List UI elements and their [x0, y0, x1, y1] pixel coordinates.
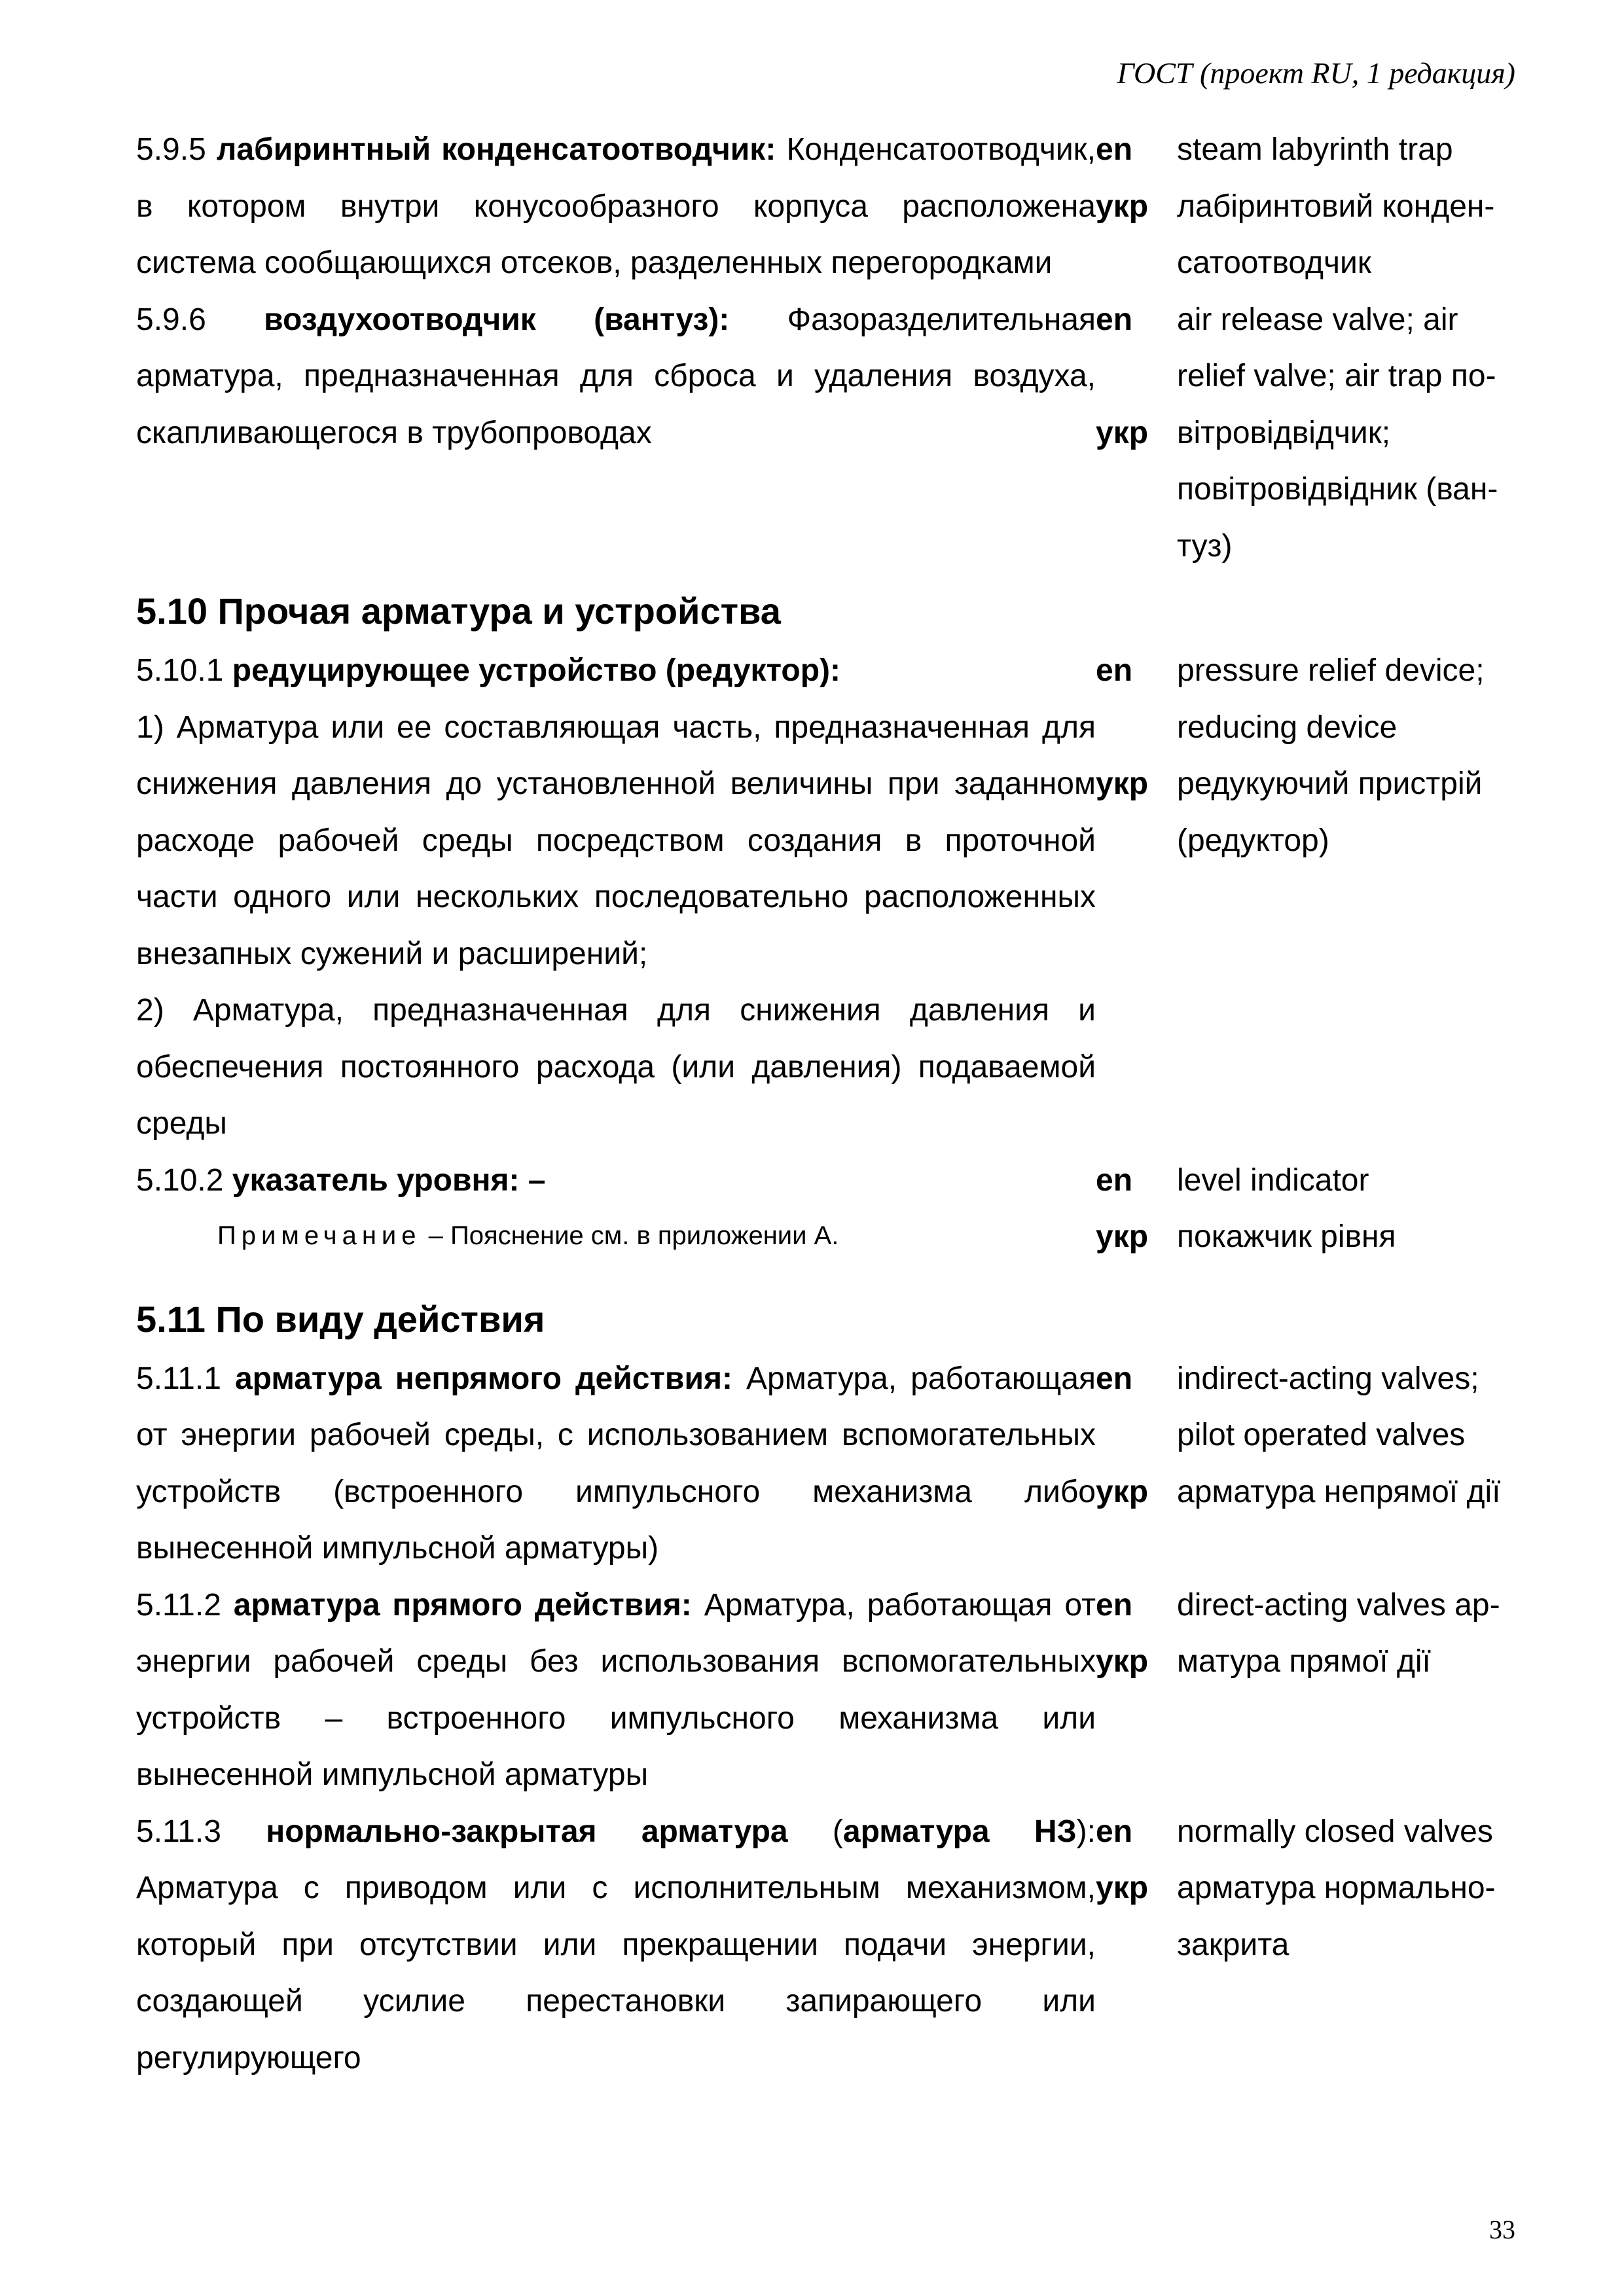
term-number: 5.11.2: [136, 1587, 221, 1623]
translation-uk: покажчик рівня: [1177, 1219, 1396, 1254]
translation-en: direct-acting valves ар-: [1177, 1587, 1500, 1623]
term-number: 5.9.6: [136, 302, 206, 337]
term-definition: Арматура, работающая от энергии рабочей среды без использования вспомогательных устройств – встроенного импульсного механизма или вынесенной импульсной арматуры: [136, 1587, 1096, 1792]
term-number: 5.11.1: [136, 1361, 221, 1396]
lang-en-label: en: [1096, 653, 1133, 688]
lang-uk-label: укр: [1096, 1871, 1149, 1905]
lang-en-label: en: [1096, 1162, 1133, 1198]
translation-uk: матура прямої дії: [1177, 1644, 1431, 1679]
term-definition: Арматура с приводом или с исполнительным механизмом, который при отсутствии или прекращении подачи энергии, создающей усилие перестановки запирающего или регулирующего: [136, 1871, 1096, 2075]
translations-5-10-1: [1177, 643, 1530, 1153]
term-name: арматура непрямого действия:: [234, 1361, 732, 1396]
entry-5-11-1: [136, 1351, 1537, 1577]
lang-en-label: en: [1096, 302, 1133, 337]
term-name: редуцирующее устройство (редуктор):: [232, 653, 841, 688]
note: [136, 1213, 1096, 1259]
running-header: ГОСТ (проект RU, 1 редакция): [1117, 56, 1515, 90]
translation-uk: арматура нормально- закрита: [1177, 1871, 1496, 1962]
term-definition: Арматура, работающая от энергии рабочей среды, с использованием вспомогательных устройств (встроенного импульсного механизма либо вынесенной импульсной арматуры): [136, 1361, 1096, 1566]
definition-5-11-2: [136, 1577, 1096, 1804]
entry-5-10-1: [136, 643, 1537, 1153]
lang-en-label: en: [1096, 1814, 1133, 1849]
language-labels: [1096, 643, 1177, 1153]
translation-uk: вітровідвідчик; повітровідвідник (ван- туз): [1177, 415, 1498, 564]
definition-5-9-6: [136, 292, 1096, 575]
translations-5-11-1: [1177, 1351, 1530, 1577]
translation-en: steam labyrinth trap: [1177, 132, 1453, 167]
definition-5-10-1: [136, 643, 1096, 1153]
term-number: 5.10.1: [136, 653, 224, 688]
note-text: – Пояснение см. в приложении А.: [421, 1221, 839, 1250]
term-number: 5.10.2: [136, 1162, 224, 1198]
translation-en: pressure relief device; reducing device: [1177, 653, 1485, 745]
translations-5-9-5: [1177, 122, 1530, 292]
lang-uk-label: укр: [1096, 766, 1149, 801]
language-labels: [1096, 1351, 1177, 1577]
lang-en-label: en: [1096, 1587, 1133, 1623]
translation-uk: лабіринтовий конден- сатоотводчик: [1177, 188, 1495, 280]
lang-uk-label: укр: [1096, 188, 1149, 224]
lang-uk-label: укр: [1096, 1644, 1149, 1679]
term-name: нормально-закрытая арматура: [266, 1814, 788, 1849]
term-name: арматура прямого действия:: [233, 1587, 692, 1623]
translations-5-11-2: [1177, 1577, 1530, 1804]
lang-en-label: en: [1096, 1361, 1133, 1396]
language-labels: [1096, 122, 1177, 292]
language-labels: [1096, 1804, 1177, 2087]
term-name: лабиринтный конденсатоотводчик:: [216, 132, 776, 167]
term-abbreviation: арматура НЗ: [842, 1814, 1077, 1849]
section-heading-5-10: 5.10 Прочая арматура и устройства: [136, 590, 781, 632]
page-number: 33: [1489, 2215, 1515, 2244]
term-number: 5.9.5: [136, 132, 206, 167]
note-label: Примечание: [217, 1221, 422, 1250]
lang-uk-label: укр: [1096, 1219, 1149, 1254]
translation-en: air release valve; air relief valve; air trap по-: [1177, 302, 1496, 393]
language-labels: [1096, 292, 1177, 575]
term-definition: Конденсатоотводчик, в котором внутри конусообразного корпуса расположена система сообщающихся отсеков, разделенных перегородками: [136, 132, 1096, 280]
lang-en-label: en: [1096, 132, 1133, 167]
term-number: 5.11.3: [136, 1814, 221, 1849]
lang-uk-label: укр: [1096, 1474, 1149, 1509]
term-definition: Фазоразделительная арматура, предназначенная для сброса и удаления воздуха, скапливающегося в трубопроводах: [136, 302, 1096, 450]
translation-uk: редукуючий пристрій (редуктор): [1177, 766, 1483, 858]
definition-5-9-5: [136, 122, 1096, 292]
entry-5-11-3: [136, 1804, 1537, 2087]
translation-uk: арматура непрямої дії: [1177, 1474, 1501, 1509]
language-labels: [1096, 1153, 1177, 1266]
translation-en: normally closed valves: [1177, 1814, 1493, 1849]
entry-5-9-6: [136, 292, 1537, 575]
definition-5-11-3: 5.11.3 нормально-закрытая арматура (арматура НЗ): Арматура с приводом или с исполнительным механизмом, который при отсутствии или прекращении подачи энергии, создающей усилие перестановки запирающего или регулирующего: [136, 1814, 1096, 2075]
entry-5-11-2: [136, 1577, 1537, 1804]
term-name: воздухоотводчик (вантуз):: [264, 302, 730, 337]
entry-5-9-5: [136, 122, 1537, 292]
definition-5-10-2: [136, 1153, 1096, 1266]
language-labels: [1096, 1577, 1177, 1804]
translation-en: indirect-acting valves; pilot operated valves: [1177, 1361, 1479, 1452]
glossary-body: [136, 122, 1537, 2087]
term-name: указатель уровня: –: [232, 1162, 546, 1198]
definition-5-11-1: [136, 1351, 1096, 1577]
term-definition-1: 1) Арматура или ее составляющая часть, предназначенная для снижения давления до установленной величины при заданном расходе рабочей среды посредством создания в проточной части одного или нескольких последовательно расположенных внезапных сужений и расширений;: [136, 709, 1096, 971]
lang-uk-label: укр: [1096, 415, 1149, 450]
entry-5-10-2: [136, 1153, 1537, 1266]
translations-5-9-6: [1177, 292, 1530, 575]
term-definition-2: 2) Арматура, предназначенная для снижения давления и обеспечения постоянного расхода (или давления) подаваемой среды: [136, 993, 1096, 1141]
translation-en: level indicator: [1177, 1162, 1369, 1198]
section-heading-5-11: 5.11 По виду действия: [136, 1298, 545, 1340]
translations-5-11-3: [1177, 1804, 1530, 2087]
translations-5-10-2: [1177, 1153, 1530, 1266]
